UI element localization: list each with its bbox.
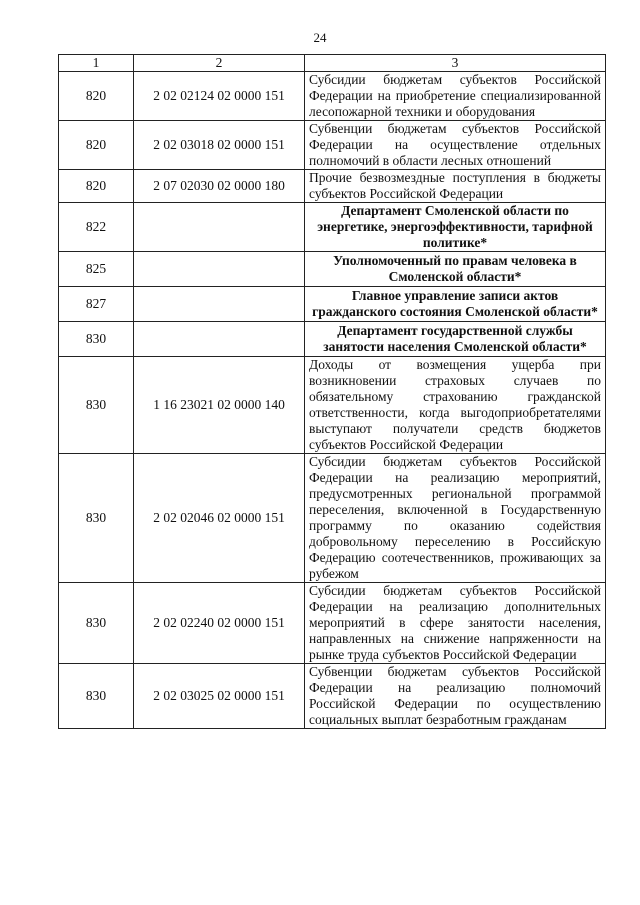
table-row: [59, 72, 606, 121]
revenue-name-cell: Субвенции бюджетам субъектов Российской Федерации на реализацию полномочий Российской Федерации по осуществлению социальных выплат безработным гражданам: [305, 664, 606, 729]
revenue-code-cell: [134, 322, 305, 357]
revenue-code-cell: [134, 252, 305, 287]
revenue-code-cell: [134, 203, 305, 252]
page-number: 24: [313, 30, 327, 45]
revenue-name-cell: Доходы от возмещения ущерба при возникновении страховых случаев по обязательному страхованию гражданской ответственности, когда выгодоприобретателями выступают получатели средств бюджетов субъектов Российской Федерации: [305, 357, 606, 454]
table-row: [59, 454, 606, 583]
column-header-2: 2: [134, 55, 305, 72]
revenue-name-cell: Субсидии бюджетам субъектов Российской Федерации на приобретение специализированной лесопожарной техники и оборудования: [305, 72, 606, 121]
revenue-codes-table: [58, 54, 606, 729]
table-row: [59, 583, 606, 664]
revenue-name-cell: Субвенции бюджетам субъектов Российской Федерации на осуществление отдельных полномочий в области лесных отношений: [305, 121, 606, 170]
table-row-department: [59, 203, 606, 252]
table-row: [59, 664, 606, 729]
admin-code-cell: 827: [59, 287, 134, 322]
admin-code-cell: 820: [59, 170, 134, 203]
revenue-code-cell: 2 02 02240 02 0000 151: [134, 583, 305, 664]
revenue-code-cell: 2 02 03018 02 0000 151: [134, 121, 305, 170]
column-header-3: 3: [305, 55, 606, 72]
revenue-name-cell: Главное управление записи актов гражданского состояния Смоленской области*: [305, 287, 606, 322]
admin-code-cell: 830: [59, 583, 134, 664]
revenue-code-cell: 2 02 02124 02 0000 151: [134, 72, 305, 121]
revenue-name-cell: Департамент Смоленской области по энергетике, энергоэффективности, тарифной политике*: [305, 203, 606, 252]
revenue-name-cell: Субсидии бюджетам субъектов Российской Федерации на реализацию дополнительных мероприятий в сфере занятости населения, направленных на снижение напряженности на рынке труда субъектов Российской Федерации: [305, 583, 606, 664]
revenue-code-cell: 2 02 03025 02 0000 151: [134, 664, 305, 729]
table-row-department: [59, 252, 606, 287]
table-row: [59, 121, 606, 170]
revenue-name-cell: Субсидии бюджетам субъектов Российской Федерации на реализацию мероприятий, предусмотренных региональной программой переселения, включенной в Государственную программу по оказанию содействия добровольному переселению в Российскую Федерацию соотечественников, проживающих за рубежом: [305, 454, 606, 583]
table-row-department: [59, 322, 606, 357]
table-row: [59, 357, 606, 454]
revenue-name-cell: Прочие безвозмездные поступления в бюджеты субъектов Российской Федерации: [305, 170, 606, 203]
revenue-name-cell: Уполномоченный по правам человека в Смоленской области*: [305, 252, 606, 287]
column-header-1: 1: [59, 55, 134, 72]
admin-code-cell: 830: [59, 664, 134, 729]
table-row: [59, 170, 606, 203]
admin-code-cell: 820: [59, 121, 134, 170]
revenue-code-cell: [134, 287, 305, 322]
revenue-code-cell: 1 16 23021 02 0000 140: [134, 357, 305, 454]
admin-code-cell: 822: [59, 203, 134, 252]
admin-code-cell: 825: [59, 252, 134, 287]
table-row-department: [59, 287, 606, 322]
table-header-row: [59, 55, 606, 72]
admin-code-cell: 820: [59, 72, 134, 121]
revenue-name-cell: Департамент государственной службы занятости населения Смоленской области*: [305, 322, 606, 357]
admin-code-cell: 830: [59, 357, 134, 454]
revenue-code-cell: 2 07 02030 02 0000 180: [134, 170, 305, 203]
revenue-code-cell: 2 02 02046 02 0000 151: [134, 454, 305, 583]
admin-code-cell: 830: [59, 322, 134, 357]
admin-code-cell: 830: [59, 454, 134, 583]
